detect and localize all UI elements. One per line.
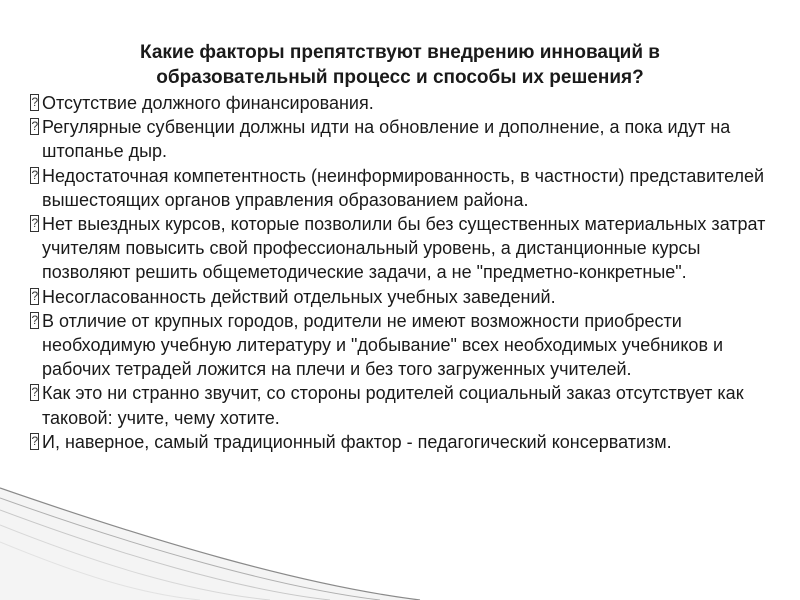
missing-glyph-icon [30,384,39,401]
list-item [22,212,792,285]
list-item-text: В отличие от крупных городов, родители не имеют возможности приобрести необходимую учебную литературу и "добывание" всех необходимых учебников и рабочих тетрадей ложится на плечи и без того загруженных учителей. [42,310,724,380]
list-item-text: Недостаточная компетентность (неинформированность, в частности) представителей вышестоящих органов управления образованием района. [42,165,765,210]
missing-glyph-icon [30,312,39,329]
bullet-list [22,91,792,454]
list-item-text: Регулярные субвенции должны идти на обновление и дополнение, а пока идут на штопанье дыр. [42,117,731,162]
list-item [22,115,792,163]
list-item [22,430,792,454]
slide-title [100,40,700,90]
list-item-text: Нет выездных курсов, которые позволили бы без существенных материальных затрат учителям повысить свой профессиональный уровень, а дистанционные курсы позволяют решить общеметодические задачи, а не "предметно-конкретные". [42,214,766,283]
slide-title-line-1: Какие факторы препятствуют внедрению инноваций в [139,42,660,63]
list-item-text: Как это ни странно звучит, со стороны родителей социальный заказ отсутствует как таковой: учите, чему хотите. [42,383,744,428]
list-item-text: Отсутствие должного финансирования. [42,93,374,113]
missing-glyph-icon [30,288,39,305]
missing-glyph-icon [30,94,39,111]
list-item-text: Несогласованность действий отдельных учебных заведений. [42,286,556,307]
missing-glyph-icon [30,433,39,450]
list-item [22,91,792,115]
list-item [22,285,792,309]
list-item [22,164,792,212]
slide-title-line-2: образовательный процесс и способы их решения? [156,67,644,88]
list-item [22,381,792,429]
swoosh-fill [0,488,420,600]
decorative-swoosh [0,480,800,600]
list-item-text: И, наверное, самый традиционный фактор - педагогический консерватизм. [42,431,672,452]
missing-glyph-icon [30,215,39,232]
missing-glyph-icon [30,167,39,184]
list-item [22,309,792,382]
missing-glyph-icon [30,118,39,135]
